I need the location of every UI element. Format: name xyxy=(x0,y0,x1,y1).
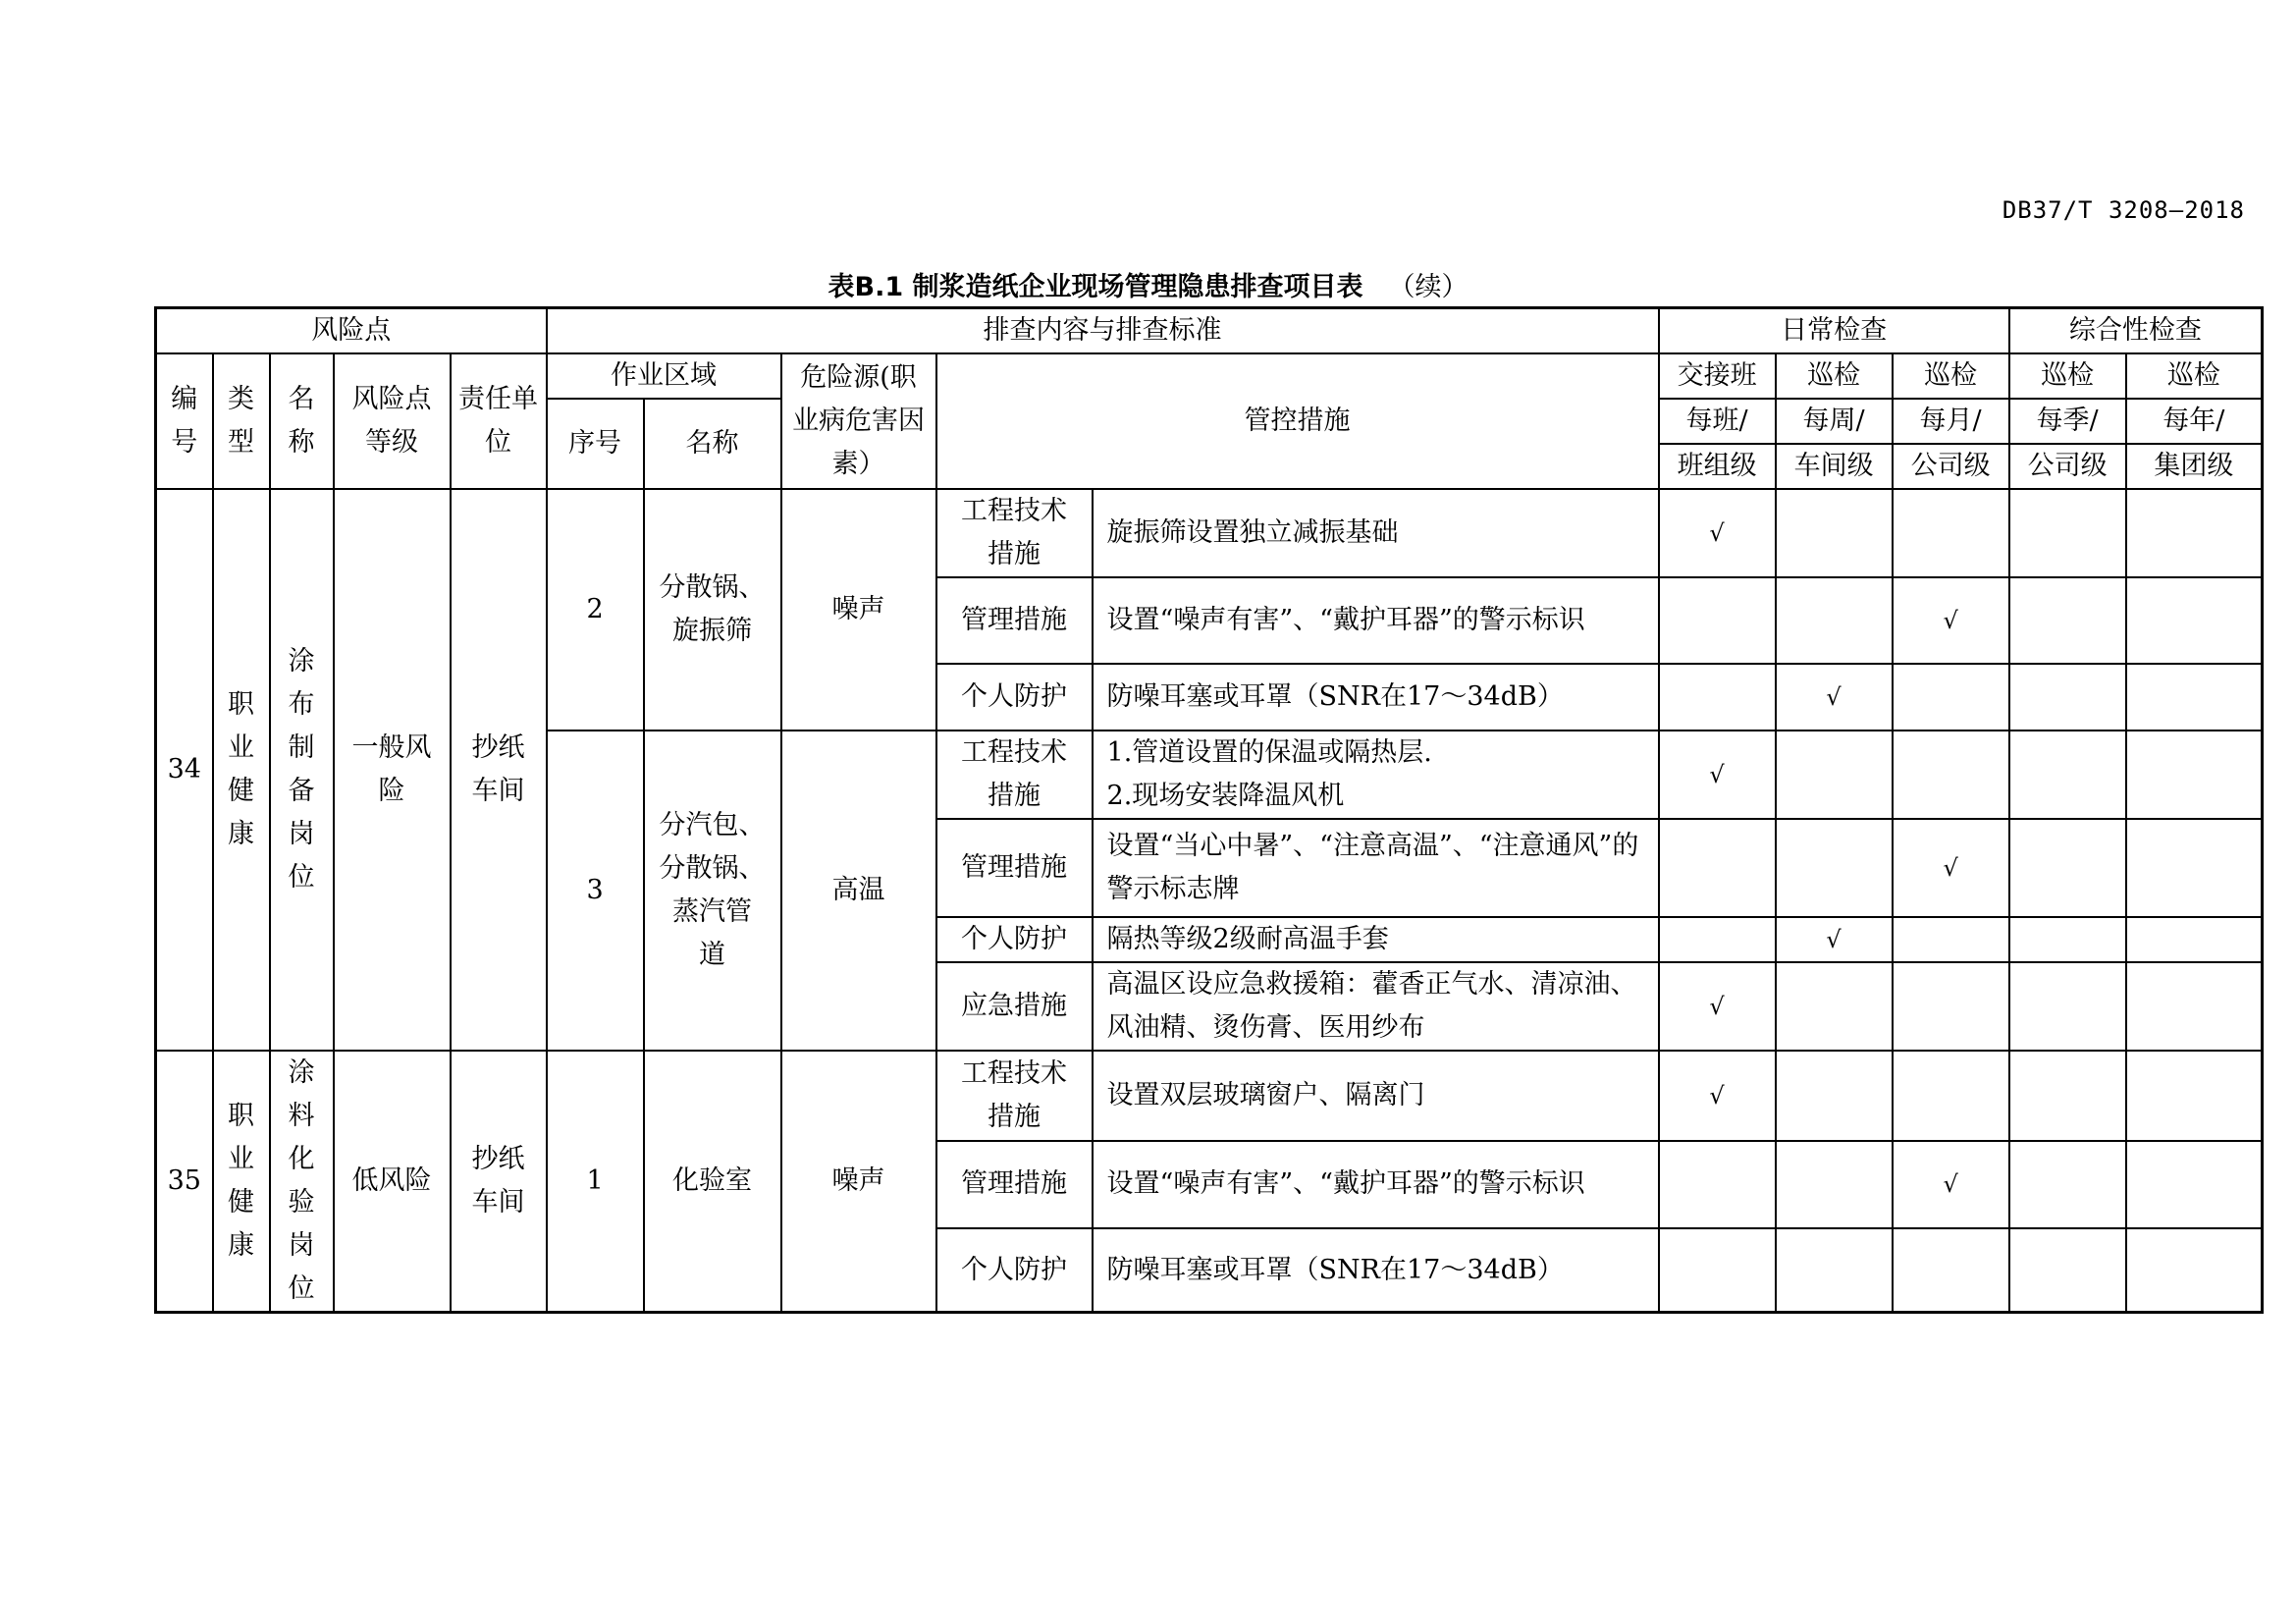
header-freq: 每班/ xyxy=(1659,399,1776,444)
risk-type-char: 康 xyxy=(228,819,254,849)
header-responsible-unit: 责任单位 xyxy=(451,353,547,489)
check-cell xyxy=(1893,917,2009,962)
check-cell xyxy=(1776,962,1893,1051)
check-cell: √ xyxy=(1893,577,2009,664)
standard-code: DB37/T 3208—2018 xyxy=(2002,196,2245,224)
risk-name-char: 化 xyxy=(288,1144,315,1174)
hazard-check-table xyxy=(154,306,2264,1314)
header-number: 编 号 xyxy=(156,353,213,489)
check-cell xyxy=(1776,1228,1893,1312)
header-level: 班组级 xyxy=(1659,444,1776,489)
risk-type-char: 业 xyxy=(228,732,254,763)
header-name: 名 称 xyxy=(270,353,334,489)
check-cell xyxy=(1893,664,2009,731)
check-cell xyxy=(2126,962,2263,1051)
check-cell xyxy=(2009,962,2126,1051)
check-cell xyxy=(2126,731,2263,819)
header-hazard: 危险源(职业病危害因素） xyxy=(781,353,936,489)
measure-category: 个人防护 xyxy=(936,1228,1093,1312)
measure-text: 高温区设应急救援箱：藿香正气水、清凉油、风油精、烫伤膏、医用纱布 xyxy=(1093,962,1659,1051)
check-cell xyxy=(1893,1228,2009,1312)
measure-text: 1.管道设置的保温或隔热层. 2.现场安装降温风机 xyxy=(1093,731,1659,819)
measure-text: 防噪耳塞或耳罩（SNR在17～34dB） xyxy=(1093,664,1659,731)
risk-type-char: 健 xyxy=(228,776,254,806)
risk-name xyxy=(270,489,334,1051)
risk-name-char: 涂 xyxy=(288,646,315,677)
table-caption xyxy=(0,265,2296,303)
check-cell xyxy=(2126,1141,2263,1229)
check-cell: √ xyxy=(1776,664,1893,731)
check-cell xyxy=(2009,917,2126,962)
check-cell xyxy=(2126,664,2263,731)
header-comprehensive-check: 综合性检查 xyxy=(2009,308,2263,354)
check-cell xyxy=(2009,1228,2126,1312)
measure-category: 个人防护 xyxy=(936,917,1093,962)
check-cell xyxy=(1776,489,1893,577)
header-risk-point: 风险点 xyxy=(156,308,547,354)
header-freq: 每年/ xyxy=(2126,399,2263,444)
check-cell xyxy=(1776,731,1893,819)
header-row-1 xyxy=(156,308,2263,354)
check-cell xyxy=(2126,577,2263,664)
risk-number: 35 xyxy=(156,1051,213,1313)
header-freq-kind: 巡检 xyxy=(1776,353,1893,399)
check-cell xyxy=(2009,819,2126,917)
risk-name-char: 料 xyxy=(288,1101,315,1131)
measure-category: 应急措施 xyxy=(936,962,1093,1051)
area-name: 分汽包、 分散锅、 蒸汽管 道 xyxy=(644,731,781,1051)
risk-name-char: 涂 xyxy=(288,1057,315,1088)
table-row xyxy=(156,1051,2263,1141)
check-cell xyxy=(1776,1141,1893,1229)
check-cell: √ xyxy=(1776,917,1893,962)
risk-type xyxy=(213,1051,270,1313)
risk-name-char: 制 xyxy=(288,732,315,763)
check-cell: √ xyxy=(1659,731,1776,819)
area-seq: 3 xyxy=(547,731,644,1051)
check-cell xyxy=(1776,819,1893,917)
measure-category: 工程技术 措施 xyxy=(936,1051,1093,1141)
header-freq: 每月/ xyxy=(1893,399,2009,444)
area-seq: 2 xyxy=(547,489,644,731)
risk-type-char: 职 xyxy=(228,689,254,720)
area-name: 化验室 xyxy=(644,1051,781,1313)
check-cell xyxy=(2009,489,2126,577)
area-name: 分散锅、 旋振筛 xyxy=(644,489,781,731)
check-cell xyxy=(1893,1051,2009,1141)
check-cell xyxy=(1659,1141,1776,1229)
area-seq: 1 xyxy=(547,1051,644,1313)
check-cell xyxy=(2009,664,2126,731)
header-type: 类 型 xyxy=(213,353,270,489)
risk-name-char: 位 xyxy=(288,1273,315,1304)
risk-name-char: 位 xyxy=(288,862,315,893)
header-freq-kind: 巡检 xyxy=(2126,353,2263,399)
header-seq: 序号 xyxy=(547,399,644,489)
header-work-area: 作业区域 xyxy=(547,353,781,399)
check-cell: √ xyxy=(1659,489,1776,577)
check-cell xyxy=(2126,1051,2263,1141)
check-cell: √ xyxy=(1893,819,2009,917)
measure-category: 管理措施 xyxy=(936,819,1093,917)
check-cell xyxy=(2009,577,2126,664)
hazard: 噪声 xyxy=(781,1051,936,1313)
header-level: 车间级 xyxy=(1776,444,1893,489)
risk-level: 一般风 险 xyxy=(334,489,451,1051)
responsible-unit: 抄纸 车间 xyxy=(451,1051,547,1313)
table-title: 表B.1 制浆造纸企业现场管理隐患排查项目表 xyxy=(828,272,1363,302)
header-freq: 每周/ xyxy=(1776,399,1893,444)
check-cell xyxy=(2126,1228,2263,1312)
measure-text: 防噪耳塞或耳罩（SNR在17～34dB） xyxy=(1093,1228,1659,1312)
check-cell xyxy=(1893,731,2009,819)
measure-text: 设置“噪声有害”、“戴护耳器”的警示标识 xyxy=(1093,577,1659,664)
header-content: 排查内容与排查标准 xyxy=(547,308,1659,354)
measure-category: 管理措施 xyxy=(936,1141,1093,1229)
check-cell xyxy=(1776,1051,1893,1141)
check-cell xyxy=(1659,819,1776,917)
responsible-unit: 抄纸 车间 xyxy=(451,489,547,1051)
risk-number: 34 xyxy=(156,489,213,1051)
check-cell xyxy=(1776,577,1893,664)
header-row-2 xyxy=(156,353,2263,399)
risk-type-char: 健 xyxy=(228,1187,254,1218)
header-freq: 每季/ xyxy=(2009,399,2126,444)
risk-name-char: 备 xyxy=(288,776,315,806)
risk-name-char: 验 xyxy=(288,1187,315,1218)
check-cell: √ xyxy=(1659,1051,1776,1141)
check-cell xyxy=(1659,1228,1776,1312)
header-level: 公司级 xyxy=(2009,444,2126,489)
header-control: 管控措施 xyxy=(936,353,1659,489)
risk-name-char: 布 xyxy=(288,689,315,720)
hazard: 噪声 xyxy=(781,489,936,731)
check-cell xyxy=(2126,819,2263,917)
hazard: 高温 xyxy=(781,731,936,1051)
measure-text: 设置“噪声有害”、“戴护耳器”的警示标识 xyxy=(1093,1141,1659,1229)
measure-category: 个人防护 xyxy=(936,664,1093,731)
header-freq-kind: 交接班 xyxy=(1659,353,1776,399)
header-area-name: 名称 xyxy=(644,399,781,489)
table-row xyxy=(156,489,2263,577)
header-level: 集团级 xyxy=(2126,444,2263,489)
check-cell xyxy=(1893,962,2009,1051)
continued-label: （续） xyxy=(1388,272,1468,302)
risk-type-char: 职 xyxy=(228,1101,254,1131)
measure-category: 工程技术 措施 xyxy=(936,489,1093,577)
measure-text: 隔热等级2级耐高温手套 xyxy=(1093,917,1659,962)
risk-type-char: 业 xyxy=(228,1144,254,1174)
check-cell xyxy=(2126,917,2263,962)
risk-name xyxy=(270,1051,334,1313)
measure-category: 管理措施 xyxy=(936,577,1093,664)
measure-text: 设置双层玻璃窗户、隔离门 xyxy=(1093,1051,1659,1141)
check-cell xyxy=(1893,489,2009,577)
check-cell: √ xyxy=(1893,1141,2009,1229)
header-level: 公司级 xyxy=(1893,444,2009,489)
check-cell xyxy=(2126,489,2263,577)
header-daily-check: 日常检查 xyxy=(1659,308,2009,354)
measure-text: 旋振筛设置独立减振基础 xyxy=(1093,489,1659,577)
check-cell: √ xyxy=(1659,962,1776,1051)
measure-category: 工程技术 措施 xyxy=(936,731,1093,819)
check-cell xyxy=(2009,731,2126,819)
risk-name-char: 岗 xyxy=(288,1230,315,1261)
risk-type xyxy=(213,489,270,1051)
risk-name-char: 岗 xyxy=(288,819,315,849)
check-cell xyxy=(2009,1141,2126,1229)
check-cell xyxy=(1659,664,1776,731)
measure-text: 设置“当心中暑”、“注意高温”、“注意通风”的警示标志牌 xyxy=(1093,819,1659,917)
check-cell xyxy=(1659,577,1776,664)
header-freq-kind: 巡检 xyxy=(2009,353,2126,399)
header-freq-kind: 巡检 xyxy=(1893,353,2009,399)
check-cell xyxy=(1659,917,1776,962)
header-risk-level: 风险点等级 xyxy=(334,353,451,489)
risk-level: 低风险 xyxy=(334,1051,451,1313)
check-cell xyxy=(2009,1051,2126,1141)
risk-type-char: 康 xyxy=(228,1230,254,1261)
